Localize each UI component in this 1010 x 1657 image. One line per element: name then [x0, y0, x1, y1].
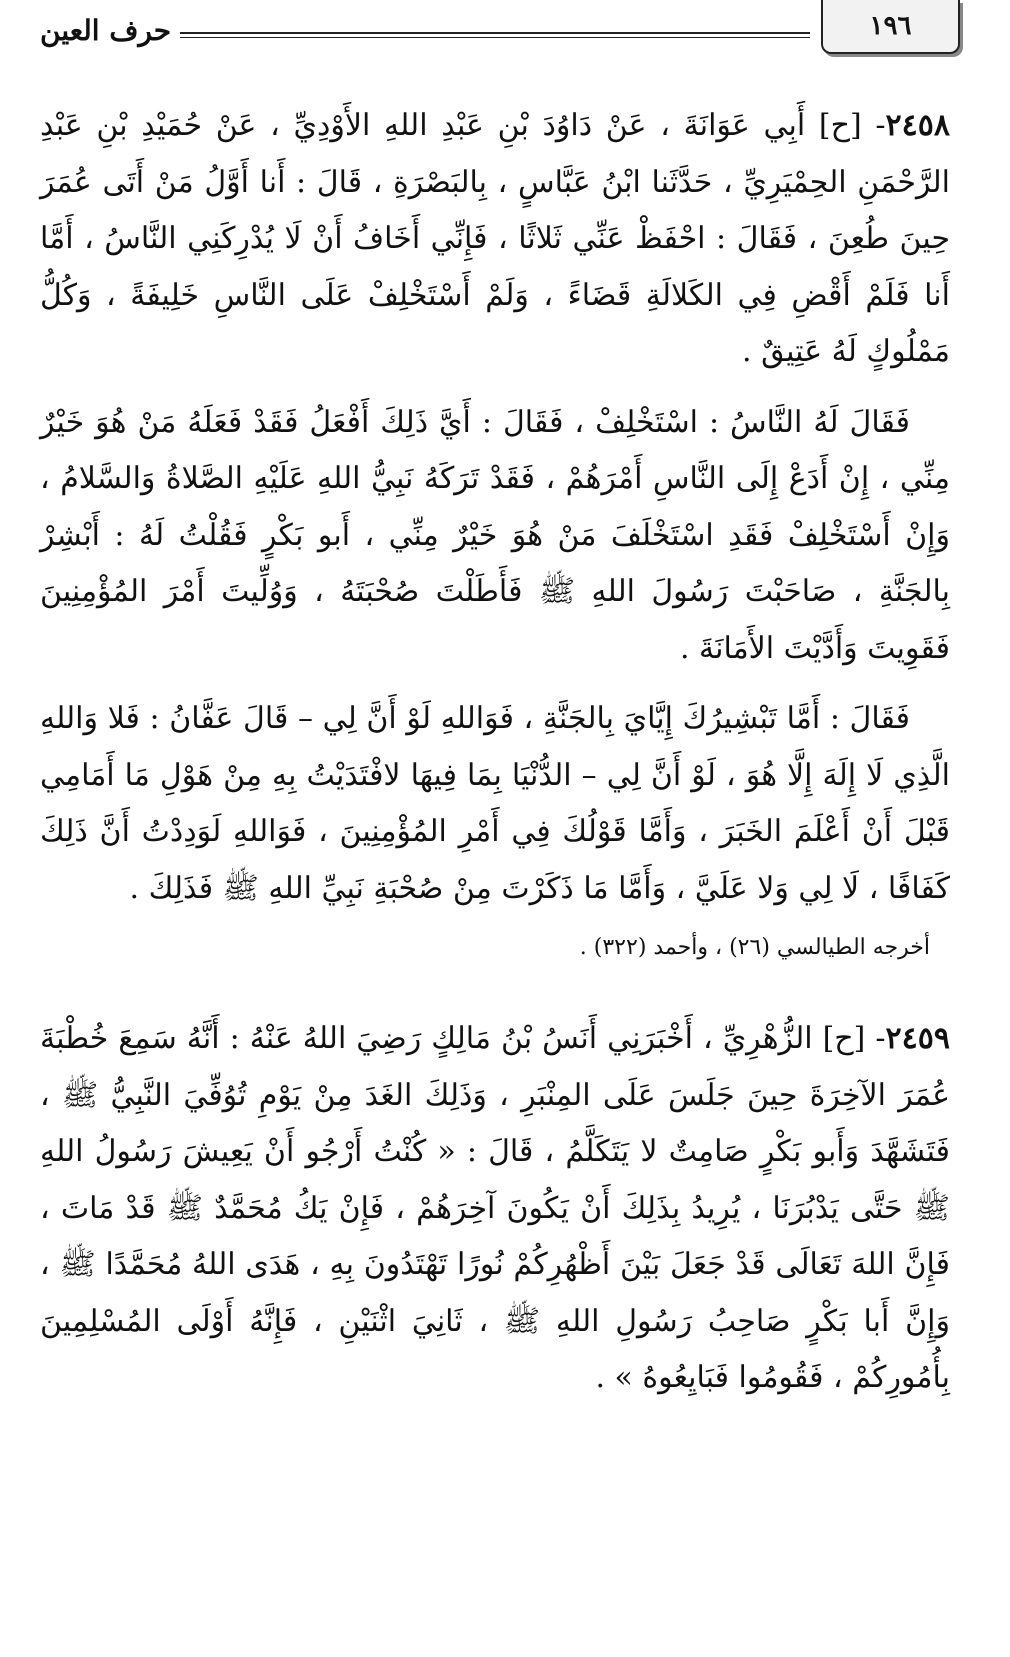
hadith-2459-para-1 — [40, 1011, 950, 1407]
hadith-2458-para-1 — [40, 98, 950, 381]
hadith-text: - [ح] أَبِي عَوَانَةَ ، عَنْ دَاوُدَ بْنِ عَبْدِ اللهِ الأَوْدِيِّ ، عَنْ حُمَيْدِ بْنِ عَبْدِ الرَّحْمَنِ الحِمْيَرِيِّ ، حَدَّثَنا ابْنُ عَبَّاسٍ ، بِالبَصْرَةِ ، قَالَ : أَنا أَوَّلُ مَنْ أَتَى عُمَرَ حِينَ طُعِنَ ، فَقَالَ : احْفَظْ عَنِّي ثَلاثًا ، فَإِنِّي أَخَافُ أَنْ لَا يُدْرِكَنِي النَّاسُ ، أَمَّا أَنا فَلَمْ أَقْضِ فِي الكَلالَةِ قَضَاءً ، وَلَمْ أَسْتَخْلِفْ عَلَى النَّاسِ خَلِيفَةً ، وَكُلُّ مَمْلُوكٍ لَهُ عَتِيقٌ . — [40, 108, 950, 369]
hadith-2458-para-3: فَقَالَ : أَمَّا تَبْشِيرُكَ إِيَّايَ بِالجَنَّةِ ، فَوَاللهِ لَوْ أَنَّ لِي – قَالَ عَفَّانُ : فَلا وَاللهِ الَّذِي لَا إِلَهَ إِلَّا هُوَ ، لَوْ أَنَّ لِي – الدُّنْيَا بِمَا فِيهَا لافْتَدَيْتُ بِهِ مِنْ هَوْلِ مَا أَمَامِي قَبْلَ أَنْ أَعْلَمَ الخَبَرَ ، وَأَمَّا قَوْلُكَ فِي أَمْرِ المُؤْمِنِينَ ، فَوَاللهِ لَوَدِدْتُ أَنَّ ذَلِكَ كَفَافًا ، لَا لِي وَلا عَلَيَّ ، وَأَمَّا مَا ذَكَرْتَ مِنْ صُحْبَةِ نَبِيِّ اللهِ ﷺ فَذَلِكَ . — [40, 701, 950, 906]
hadith-text: - [ح] الزُّهْرِيِّ ، أَخْبَرَنِي أَنَسُ بْنُ مَالِكٍ رَضِيَ اللهُ عَنْهُ : أَنَّهُ سَمِعَ خُطْبَةَ عُمَرَ الآخِرَةَ حِينَ جَلَسَ عَلَى المِنْبَرِ ، وَذَلِكَ الغَدَ مِنْ يَوْمِ تُوُفِّيَ النَّبِيُّ ﷺ ، فَتَشَهَّدَ وَأَبو بَكْرٍ صَامِتٌ لا يَتَكَلَّمُ ، قَالَ : « كُنْتُ أَرْجُو أَنْ يَعِيشَ رَسُولُ اللهِ ﷺ حَتَّى يَدْبُرَنَا ، يُرِيدُ بِذَلِكَ أَنْ يَكُونَ آخِرَهُمْ ، فَإِنْ يَكُ مُحَمَّدٌ ﷺ قَدْ مَاتَ ، فَإِنَّ اللهَ تَعَالَى قَدْ جَعَلَ بَيْنَ أَظْهُرِكُمْ نُورًا تَهْتَدُونَ بِهِ ، هَدَى اللهُ مُحَمَّدًا ﷺ ، وَإِنَّ أَبا بَكْرٍ صَاحِبُ رَسُولِ اللهِ ﷺ ، ثَانِيَ اثْنَيْنِ ، فَإِنَّهُ أَوْلَى المُسْلِمِينَ بِأُمُورِكُمْ ، فَقُومُوا فَبَايِعُوهُ » . — [40, 1021, 950, 1395]
hadith-number: ٢٤٥٨ — [885, 108, 950, 143]
hadith-number: ٢٤٥٩ — [885, 1021, 950, 1056]
chapter-title: حرف العين — [40, 14, 172, 47]
page-content — [40, 90, 950, 1421]
hadith-2458-para-2: فَقَالَ لَهُ النَّاسُ : اسْتَخْلِفْ ، فَقَالَ : أَيَّ ذَلِكَ أَفْعَلُ فَقَدْ فَعَلَهُ مَنْ هُوَ خَيْرٌ مِنِّي ، إِنْ أَدَعْ إِلَى النَّاسِ أَمْرَهُمْ ، فَقَدْ تَرَكَهُ نَبِيُّ اللهِ عَلَيْهِ الصَّلاةُ وَالسَّلامُ ، وَإِنْ أَسْتَخْلِفْ فَقَدِ اسْتَخْلَفَ مَنْ هُوَ خَيْرٌ مِنِّي ، أَبو بَكْرٍ فَقُلْتُ لَهُ : أَبْشِرْ بِالجَنَّةِ ، صَاحَبْتَ رَسُولَ اللهِ ﷺ فَأَطَلْتَ صُحْبَتَهُ ، وَوُلِّيتَ أَمْرَ المُؤْمِنِينَ فَقَوِيتَ وَأَدَّيْتَ الأَمَانَةَ . — [40, 404, 950, 666]
page-header — [0, 0, 1010, 70]
hadith-2458-source: أخرجه الطيالسي (٢٦) ، وأحمد (٣٢٢) . — [579, 935, 930, 960]
header-rule — [180, 32, 810, 38]
page-number: ١٩٦ — [821, 0, 960, 54]
